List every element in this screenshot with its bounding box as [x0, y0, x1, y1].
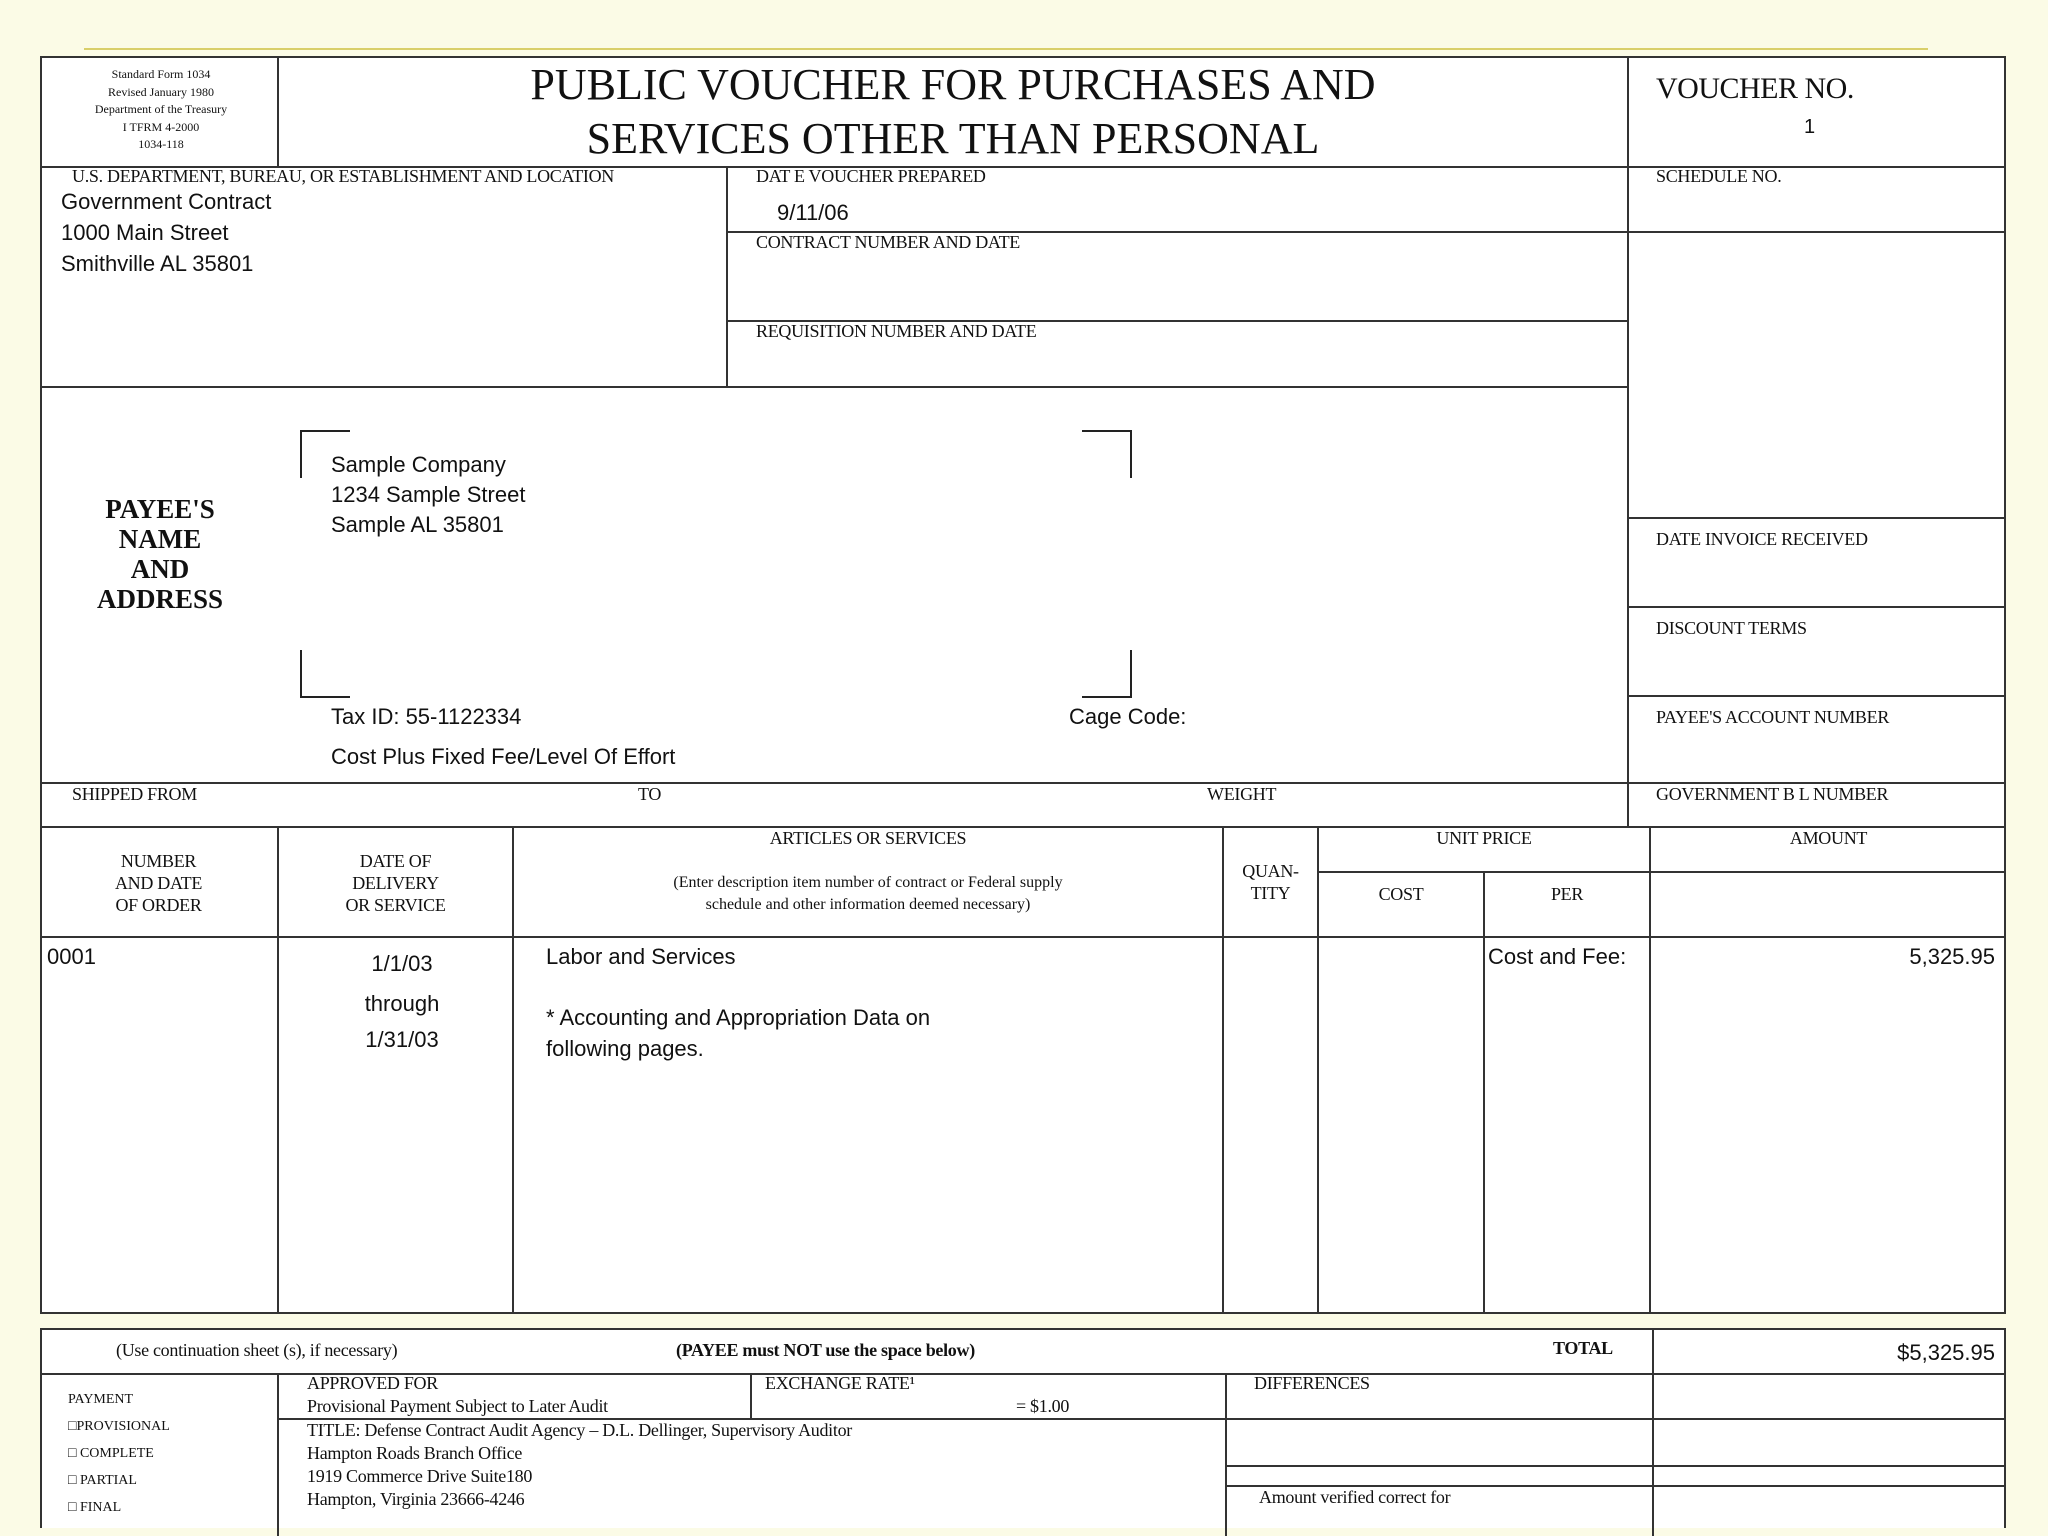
window-bracket-br [1082, 650, 1132, 698]
item-note-line: * Accounting and Appropriation Data on [546, 1005, 931, 1030]
payee-label-line: AND [130, 554, 190, 584]
discount-label: DISCOUNT TERMS [1656, 618, 1807, 638]
divider [277, 1373, 279, 1536]
divider [1627, 517, 2006, 519]
item-dates [279, 944, 525, 1060]
title-line: Hampton Roads Branch Office [307, 1443, 523, 1463]
divider [1627, 56, 1629, 826]
payee-line: Sample Company [331, 452, 506, 477]
department-line: 1000 Main Street [61, 220, 229, 245]
shipped-to-label: TO [638, 784, 662, 804]
col-header-line: OR SERVICE [345, 895, 446, 915]
shipped-from-label: SHIPPED FROM [72, 784, 197, 804]
col-header-line: NUMBER [120, 851, 197, 871]
department-line: Government Contract [61, 189, 272, 214]
payee-address [331, 450, 525, 540]
payment-provisional[interactable]: □PROVISIONAL [68, 1419, 170, 1434]
divider [1627, 695, 2006, 697]
payment-partial[interactable]: □ PARTIAL [68, 1473, 137, 1488]
item-amount: 5,325.95 [1909, 944, 1995, 969]
col-cost: COST [1378, 884, 1424, 904]
top-rule [84, 48, 1928, 50]
item-date-line: through [364, 991, 440, 1016]
divider [1317, 871, 2006, 873]
col-per: PER [1550, 884, 1584, 904]
item-date-line: 1/1/03 [371, 951, 433, 976]
cage-code: Cage Code: [1069, 704, 1187, 729]
form-info-line: 1034-118 [138, 137, 184, 151]
col-header-line: AND DATE [114, 873, 203, 893]
col-articles: ARTICLES OR SERVICES [769, 828, 967, 848]
department-label: U.S. DEPARTMENT, BUREAU, OR ESTABLISHMENT AND LOCATION [72, 166, 614, 186]
form-info-line: Revised January 1980 [108, 84, 214, 99]
payee-note: (PAYEE must NOT use the space below) [676, 1340, 975, 1360]
divider [726, 166, 728, 388]
gov-bl-label: GOVERNMENT B L NUMBER [1656, 784, 1889, 804]
divider [1627, 231, 2006, 233]
payment-options [68, 1386, 170, 1521]
verified-label: Amount verified correct for [1259, 1487, 1451, 1507]
date-prepared-label: DAT E VOUCHER PREPARED [756, 166, 986, 186]
voucher-no-label: VOUCHER NO. [1656, 72, 1854, 105]
approved-label: APPROVED FOR [307, 1373, 438, 1393]
department-line: Smithville AL 35801 [61, 251, 254, 276]
divider [1483, 872, 1485, 1314]
exchange-value: = $1.00 [1016, 1396, 1070, 1416]
form-info-line: Standard Form 1034 [111, 67, 211, 81]
approved-value: Provisional Payment Subject to Later Audit [307, 1396, 608, 1416]
payment-complete[interactable]: □ COMPLETE [68, 1446, 154, 1461]
exchange-label: EXCHANGE RATE¹ [765, 1373, 915, 1393]
title-line: TITLE: Defense Contract Audit Agency – D.L. Dellinger, Supervisory Auditor [307, 1420, 852, 1440]
col-number-date [40, 850, 277, 916]
col-note-line: (Enter description item number of contract or Federal supply [673, 874, 1063, 891]
col-header-line: QUAN- [1242, 861, 1299, 881]
schedule-label: SCHEDULE NO. [1656, 166, 1782, 186]
divider [1649, 826, 1651, 1314]
weight-label: WEIGHT [1207, 784, 1277, 804]
payee-line: Sample AL 35801 [331, 512, 504, 537]
divider [750, 1373, 752, 1419]
item-note [546, 1002, 930, 1064]
requisition-label: REQUISITION NUMBER AND DATE [756, 321, 1037, 341]
payee-account-label: PAYEE'S ACCOUNT NUMBER [1656, 707, 1890, 727]
date-invoice-label: DATE INVOICE RECEIVED [1656, 529, 1868, 549]
divider [1225, 1418, 2006, 1420]
differences-label: DIFFERENCES [1254, 1373, 1370, 1393]
title-line: 1919 Commerce Drive Suite180 [307, 1466, 533, 1486]
department-address [61, 186, 271, 279]
payee-label-line: PAYEE'S [105, 494, 215, 524]
divider [1627, 606, 2006, 608]
window-bracket-bl [300, 650, 350, 698]
divider [40, 386, 1628, 388]
contract-label: CONTRACT NUMBER AND DATE [756, 232, 1020, 252]
col-header-line: TITY [1250, 883, 1291, 903]
divider [1225, 1465, 2006, 1467]
col-delivery [279, 850, 512, 916]
voucher-no-value: 1 [1804, 116, 1816, 138]
tax-id: Tax ID: 55-1122334 [331, 704, 522, 729]
title-line: Hampton, Virginia 23666-4246 [307, 1489, 525, 1509]
form-title-line2: SERVICES OTHER THAN PERSONAL [586, 114, 1320, 163]
col-header-line: DATE OF [359, 851, 432, 871]
payee-label [60, 494, 260, 614]
col-amount: AMOUNT [1789, 828, 1868, 848]
col-note-line: schedule and other information deemed necessary) [705, 896, 1031, 913]
form-title-line1: PUBLIC VOUCHER FOR PURCHASES AND [530, 60, 1376, 109]
item-number: 0001 [47, 944, 96, 969]
payee-label-line: ADDRESS [96, 584, 224, 614]
col-header-line: DELIVERY [352, 873, 439, 893]
continuation-note: (Use continuation sheet (s), if necessary) [116, 1340, 398, 1360]
item-per: Cost and Fee: [1488, 944, 1627, 969]
payee-line: 1234 Sample Street [331, 482, 526, 507]
divider [1225, 1373, 1227, 1536]
item-date-line: 1/31/03 [365, 1027, 439, 1052]
divider [40, 936, 2006, 938]
total-label: TOTAL [1553, 1338, 1613, 1358]
form-info-line: Department of the Treasury [94, 102, 228, 116]
col-unit-price: UNIT PRICE [1436, 828, 1532, 848]
payment-title: PAYMENT [68, 1392, 134, 1407]
col-header-line: OF ORDER [115, 895, 202, 915]
title-block [307, 1419, 852, 1511]
item-description: Labor and Services [546, 944, 736, 969]
payee-label-line: NAME [118, 524, 202, 554]
date-prepared-value: 9/11/06 [777, 200, 849, 225]
item-note-line: following pages. [546, 1036, 704, 1061]
total-value: $5,325.95 [1897, 1340, 1995, 1365]
payment-final[interactable]: □ FINAL [68, 1500, 122, 1515]
form-info-line: I TFRM 4-2000 [122, 119, 200, 134]
window-bracket-tr [1082, 430, 1132, 478]
contract-type: Cost Plus Fixed Fee/Level Of Effort [331, 744, 676, 769]
col-articles-note [514, 872, 1222, 916]
col-quantity [1224, 860, 1317, 904]
form-info [48, 66, 274, 154]
form-title [279, 58, 1627, 166]
